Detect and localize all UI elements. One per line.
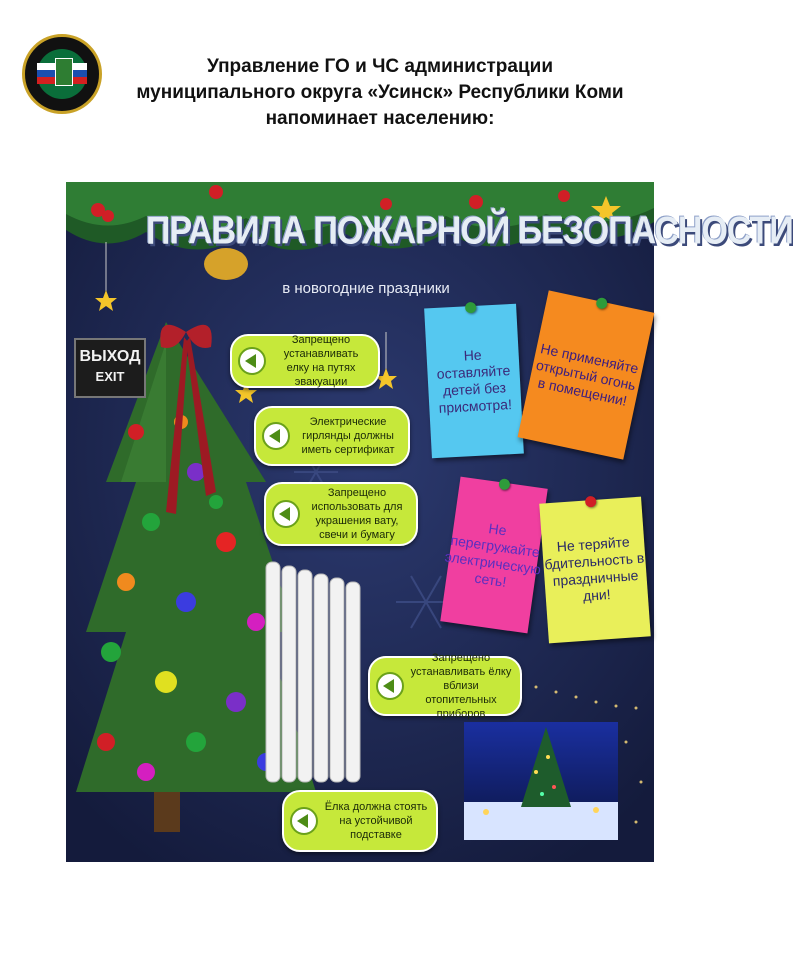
header-line-2: муниципального округа «Усинск» Республики Коми [136, 82, 624, 103]
pushpin-icon [498, 478, 510, 490]
rule-badge [368, 652, 522, 720]
back-arrow-icon [272, 500, 300, 528]
note-text: Не применяйте открытый огонь в помещении! [534, 339, 640, 409]
pushpin-icon [465, 302, 477, 314]
note-text: Не перегружайте электрическую сеть! [443, 520, 543, 590]
back-arrow-icon [262, 422, 290, 450]
rule-badge [282, 790, 438, 852]
exit-sign-en: EXIT [95, 369, 125, 384]
rule-badge [264, 482, 418, 546]
winter-night-picture [464, 722, 618, 840]
note-text: Не оставляйте детей без присмотра! [436, 346, 513, 416]
sticky-note [424, 304, 524, 459]
pushpin-icon [585, 496, 597, 508]
rule-badge [254, 406, 410, 466]
sticky-note [539, 497, 651, 644]
rule-text: Запрещено устанавливать ёлку вблизи отопительных приборов [410, 652, 512, 720]
rule-text: Ёлка должна стоять на устойчивой подставке [324, 801, 428, 841]
exit-sign-ru: ВЫХОД [79, 348, 141, 365]
poster-title: ПРАВИЛА ПОЖАРНОЙ БЕЗОПАСНОСТИ [146, 209, 793, 253]
back-arrow-icon [290, 807, 318, 835]
rule-badge [230, 334, 380, 388]
note-text: Не теряйте бдительность в праздничные дни! [543, 533, 645, 604]
fire-safety-poster [66, 182, 793, 862]
page-header [100, 54, 660, 132]
rule-text: Электрические гирлянды должны иметь сертификат [301, 416, 395, 456]
header-line-3: напоминает населению: [265, 108, 495, 129]
exit-sign [74, 338, 146, 398]
back-arrow-icon [238, 347, 266, 375]
header-line-1: Управление ГО и ЧС администрации [206, 56, 554, 77]
rule-text: Запрещено устанавливать елку на путях эвакуации [283, 334, 359, 388]
back-arrow-icon [376, 672, 404, 700]
poster-subtitle: в новогодние праздники [282, 280, 450, 297]
emergency-service-emblem [22, 34, 102, 114]
rule-text: Запрещено использовать для украшения вату, свечи и бумагу [311, 487, 403, 541]
